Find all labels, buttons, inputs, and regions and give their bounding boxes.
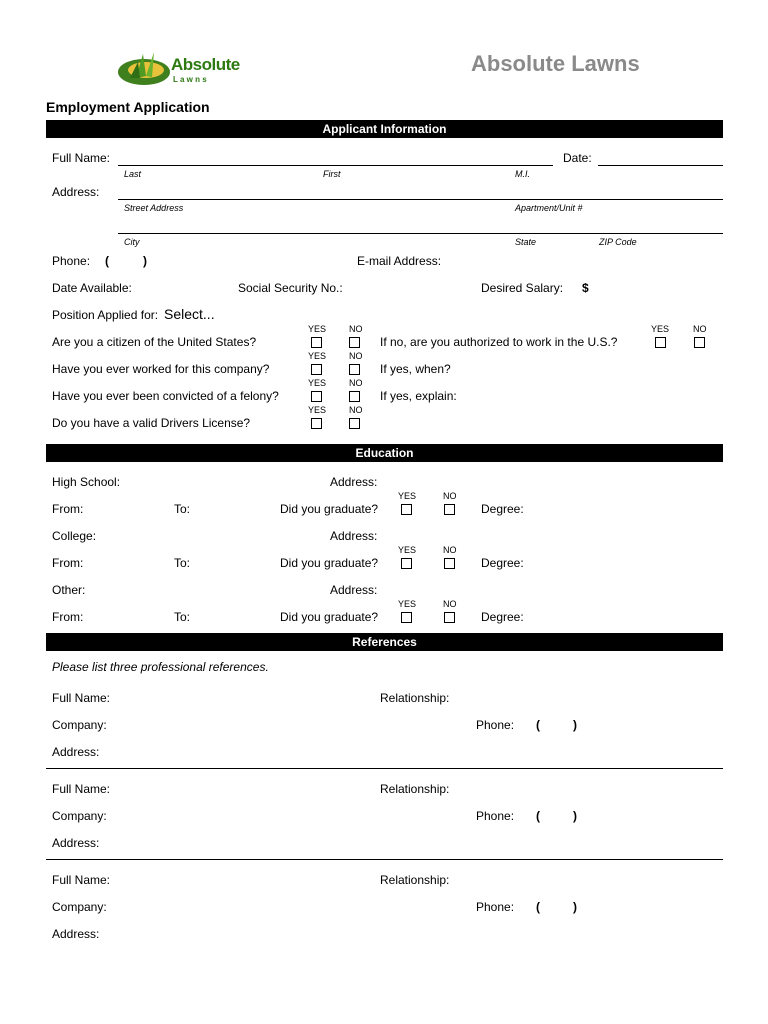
hs-yes-checkbox[interactable]: [401, 504, 412, 515]
college-yes-checkbox[interactable]: [401, 558, 412, 569]
address-label: Address:: [52, 185, 100, 199]
high-school-label: High School:: [52, 475, 121, 489]
date-available-label: Date Available:: [52, 281, 132, 295]
felony-question: Have you ever been convicted of a felony?: [52, 389, 279, 403]
license-no-checkbox[interactable]: [349, 418, 360, 429]
position-select[interactable]: Select...: [164, 306, 215, 322]
hs-degree-label: Degree:: [481, 502, 524, 516]
ref1-paren-open: (: [536, 718, 540, 732]
hs-from-label: From:: [52, 502, 84, 516]
company-logo: [116, 50, 251, 90]
zip-sublabel: ZIP Code: [599, 237, 637, 247]
other-no-checkbox[interactable]: [444, 612, 455, 623]
college-to-label: To:: [174, 556, 191, 570]
felony-yes-label: YES: [308, 378, 327, 388]
citizen-yes-label: YES: [308, 324, 327, 334]
ref3-phone-label: Phone:: [476, 900, 515, 914]
other-address-label: Address:: [330, 583, 378, 597]
college-from-label: From:: [52, 556, 84, 570]
ref3-company-label: Company:: [52, 900, 107, 914]
ref3-paren-open: (: [536, 900, 540, 914]
ref3-paren-close: ): [573, 900, 577, 914]
dollar-sign: $: [582, 281, 589, 295]
hs-to-label: To:: [174, 502, 191, 516]
ref3-full-name-label: Full Name:: [52, 873, 111, 887]
ref1-relationship-label: Relationship:: [380, 691, 450, 705]
ref1-phone-label: Phone:: [476, 718, 515, 732]
license-no-label: NO: [349, 405, 363, 415]
worked-no-label: NO: [349, 351, 363, 361]
college-yes-label: YES: [398, 545, 417, 555]
first-sublabel: First: [323, 169, 341, 179]
college-degree-label: Degree:: [481, 556, 524, 570]
ref2-company-label: Company:: [52, 809, 107, 823]
phone-paren-close: ): [143, 254, 147, 268]
reference-divider: [46, 768, 723, 769]
logo-wordmark: Absolute: [171, 55, 240, 74]
worked-yes-label: YES: [308, 351, 327, 361]
ref1-company-label: Company:: [52, 718, 107, 732]
other-no-label: NO: [443, 599, 457, 609]
desired-salary-label: Desired Salary:: [481, 281, 564, 295]
citizen-no-label: NO: [349, 324, 363, 334]
other-degree-label: Degree:: [481, 610, 524, 624]
ref2-address-label: Address:: [52, 836, 100, 850]
authorized-no-label: NO: [693, 324, 707, 334]
other-yes-checkbox[interactable]: [401, 612, 412, 623]
ref2-phone-label: Phone:: [476, 809, 515, 823]
ref2-paren-open: (: [536, 809, 540, 823]
phone-label: Phone:: [52, 254, 91, 268]
felony-no-label: NO: [349, 378, 363, 388]
college-graduate-label: Did you graduate?: [280, 556, 379, 570]
college-address-label: Address:: [330, 529, 378, 543]
felony-no-checkbox[interactable]: [349, 391, 360, 402]
hs-graduate-label: Did you graduate?: [280, 502, 379, 516]
ref3-relationship-label: Relationship:: [380, 873, 450, 887]
other-to-label: To:: [174, 610, 191, 624]
street-sublabel: Street Address: [124, 203, 184, 213]
section-header-applicant: Applicant Information: [46, 120, 723, 138]
college-label: College:: [52, 529, 97, 543]
date-field[interactable]: [598, 165, 723, 166]
worked-yes-checkbox[interactable]: [311, 364, 322, 375]
license-yes-label: YES: [308, 405, 327, 415]
worked-question: Have you ever worked for this company?: [52, 362, 270, 376]
email-label: E-mail Address:: [357, 254, 442, 268]
hs-no-label: NO: [443, 491, 457, 501]
ref1-address-label: Address:: [52, 745, 100, 759]
section-header-education: Education: [46, 444, 723, 462]
ref2-paren-close: ): [573, 809, 577, 823]
felony-explain-label: If yes, explain:: [380, 389, 457, 403]
authorized-question: If no, are you authorized to work in the U.S.?: [380, 335, 618, 349]
citizen-yes-checkbox[interactable]: [311, 337, 322, 348]
position-label: Position Applied for:: [52, 308, 159, 322]
license-question: Do you have a valid Drivers License?: [52, 416, 251, 430]
felony-yes-checkbox[interactable]: [311, 391, 322, 402]
license-yes-checkbox[interactable]: [311, 418, 322, 429]
other-from-label: From:: [52, 610, 84, 624]
phone-paren-open: (: [105, 254, 109, 268]
citizen-question: Are you a citizen of the United States?: [52, 335, 257, 349]
ref1-full-name-label: Full Name:: [52, 691, 111, 705]
ssn-label: Social Security No.:: [238, 281, 343, 295]
authorized-no-checkbox[interactable]: [694, 337, 705, 348]
references-instruction: Please list three professional references.: [52, 660, 269, 674]
authorized-yes-label: YES: [651, 324, 670, 334]
college-no-label: NO: [443, 545, 457, 555]
ref3-address-label: Address:: [52, 927, 100, 941]
worked-no-checkbox[interactable]: [349, 364, 360, 375]
company-title: Absolute Lawns: [471, 51, 640, 76]
citizen-no-checkbox[interactable]: [349, 337, 360, 348]
authorized-yes-checkbox[interactable]: [655, 337, 666, 348]
full-name-label: Full Name:: [52, 151, 111, 165]
hs-no-checkbox[interactable]: [444, 504, 455, 515]
city-state-zip-field[interactable]: [118, 233, 723, 234]
worked-when-label: If yes, when?: [380, 362, 451, 376]
date-label: Date:: [563, 151, 592, 165]
city-sublabel: City: [124, 237, 140, 247]
reference-divider: [46, 859, 723, 860]
state-sublabel: State: [515, 237, 537, 247]
form-title: Employment Application: [46, 99, 210, 115]
street-address-field[interactable]: [118, 199, 723, 200]
ref2-relationship-label: Relationship:: [380, 782, 450, 796]
hs-yes-label: YES: [398, 491, 417, 501]
mi-sublabel: M.I.: [515, 169, 530, 179]
ref1-paren-close: ): [573, 718, 577, 732]
other-yes-label: YES: [398, 599, 417, 609]
section-header-references: References: [46, 633, 723, 651]
logo-subtext: L a w n s: [173, 75, 207, 84]
last-sublabel: Last: [124, 169, 142, 179]
full-name-field[interactable]: [118, 165, 553, 166]
other-graduate-label: Did you graduate?: [280, 610, 379, 624]
other-label: Other:: [52, 583, 86, 597]
high-school-address-label: Address:: [330, 475, 378, 489]
college-no-checkbox[interactable]: [444, 558, 455, 569]
apartment-sublabel: Apartment/Unit #: [515, 203, 583, 213]
ref2-full-name-label: Full Name:: [52, 782, 111, 796]
